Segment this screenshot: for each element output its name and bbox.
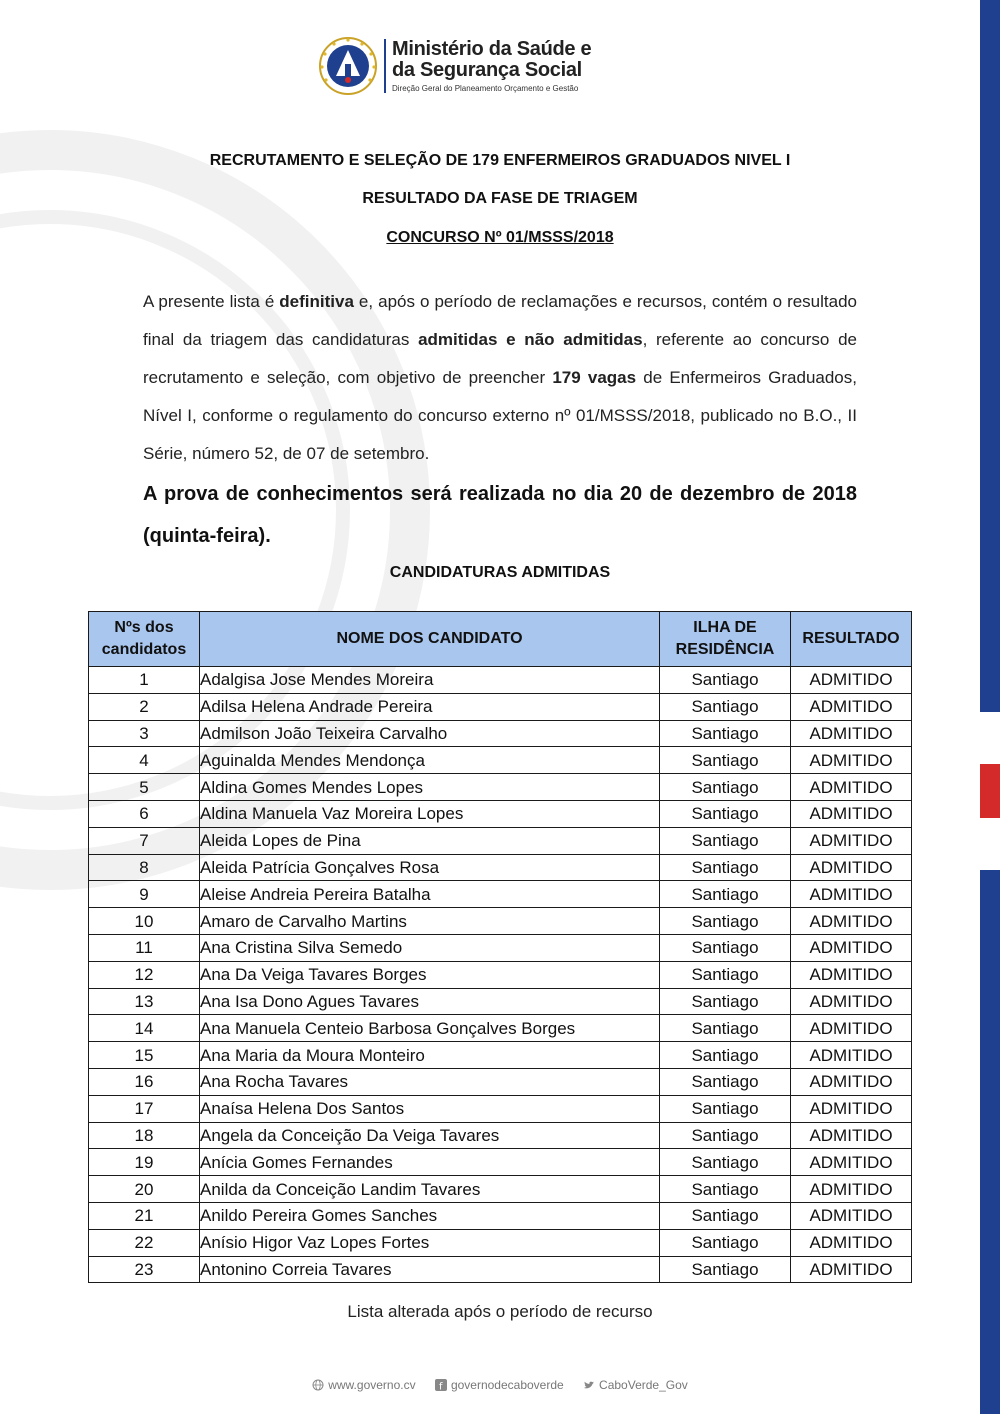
cell-island: Santiago [660, 1095, 791, 1122]
table-row [89, 1042, 912, 1069]
cell-number: 8 [89, 854, 200, 881]
cell-result: ADMITIDO [791, 961, 912, 988]
cell-result: ADMITIDO [791, 1202, 912, 1229]
intro-text-2: e, após o período de reclamações e recursos, contém o resultado final da triagem das candidaturas [143, 292, 857, 349]
cell-result: ADMITIDO [791, 747, 912, 774]
cell-name: Ana Rocha Tavares [200, 1068, 660, 1095]
cell-number: 17 [89, 1095, 200, 1122]
table-row [89, 1068, 912, 1095]
cell-name: Antonino Correia Tavares [200, 1256, 660, 1283]
cell-number: 5 [89, 774, 200, 801]
cell-number: 13 [89, 988, 200, 1015]
cell-number: 1 [89, 667, 200, 694]
table-row [89, 693, 912, 720]
table-row [89, 747, 912, 774]
table-row [89, 800, 912, 827]
cell-number: 7 [89, 827, 200, 854]
intro-text-4: de Enfermeiros Graduados, Nível I, conforme o regulamento do concurso externo nº 01/MSSS/2018, publicado no B.O., II Série, número 52, de 07 de setembro. [143, 368, 857, 463]
cell-name: Aguinalda Mendes Mendonça [200, 747, 660, 774]
edge-stripe-blue-top [980, 0, 1000, 712]
cell-result: ADMITIDO [791, 934, 912, 961]
cell-island: Santiago [660, 1176, 791, 1203]
cell-island: Santiago [660, 908, 791, 935]
cell-result: ADMITIDO [791, 1149, 912, 1176]
footer-website-link[interactable]: www.governo.cv [328, 1378, 416, 1392]
cell-result: ADMITIDO [791, 1176, 912, 1203]
cell-name: Aleida Lopes de Pina [200, 827, 660, 854]
cell-number: 21 [89, 1202, 200, 1229]
cell-name: Aldina Gomes Mendes Lopes [200, 774, 660, 801]
table-row [89, 827, 912, 854]
cell-island: Santiago [660, 774, 791, 801]
cell-number: 14 [89, 1015, 200, 1042]
document-title: RECRUTAMENTO E SELEÇÃO DE 179 ENFERMEIROS GRADUADOS NIVEL I [209, 152, 791, 169]
cell-name: Anildo Pereira Gomes Sanches [200, 1202, 660, 1229]
ministry-subtitle: Direção Geral do Planeamento Orçamento e Gestão [392, 84, 579, 93]
cell-island: Santiago [660, 747, 791, 774]
cell-island: Santiago [660, 988, 791, 1015]
cell-number: 6 [89, 800, 200, 827]
table-row [89, 908, 912, 935]
cell-island: Santiago [660, 1122, 791, 1149]
cell-number: 18 [89, 1122, 200, 1149]
cell-result: ADMITIDO [791, 988, 912, 1015]
intro-bold-1: definitiva [279, 292, 354, 311]
table-row [89, 881, 912, 908]
column-header-island: ILHA DE RESIDÊNCIA [660, 612, 791, 667]
cell-name: Anícia Gomes Fernandes [200, 1149, 660, 1176]
cell-result: ADMITIDO [791, 667, 912, 694]
cell-island: Santiago [660, 881, 791, 908]
cell-result: ADMITIDO [791, 720, 912, 747]
cell-island: Santiago [660, 934, 791, 961]
cell-name: Anilda da Conceição Landim Tavares [200, 1176, 660, 1203]
cell-name: Adilsa Helena Andrade Pereira [200, 693, 660, 720]
cell-result: ADMITIDO [791, 1095, 912, 1122]
cell-island: Santiago [660, 693, 791, 720]
footer-facebook-link[interactable]: governodecaboverde [450, 1378, 564, 1392]
table-header-row [89, 612, 912, 667]
header-divider [384, 39, 386, 93]
cell-result: ADMITIDO [791, 881, 912, 908]
cell-result: ADMITIDO [791, 693, 912, 720]
svg-text:f: f [438, 1381, 443, 1391]
cell-name: Ana Maria da Moura Monteiro [200, 1042, 660, 1069]
document-footer [0, 1378, 1000, 1392]
cell-number: 11 [89, 934, 200, 961]
ministry-name-line1: Ministério da Saúde e [392, 38, 592, 60]
table-row [89, 1015, 912, 1042]
edge-stripe-blue-bottom [980, 870, 1000, 1414]
cell-island: Santiago [660, 1068, 791, 1095]
cell-number: 15 [89, 1042, 200, 1069]
section-title: CANDIDATURAS ADMITIDAS [389, 564, 611, 581]
document-subtitle: RESULTADO DA FASE DE TRIAGEM [362, 190, 638, 207]
twitter-icon [583, 1379, 595, 1391]
cell-result: ADMITIDO [791, 1042, 912, 1069]
cell-number: 16 [89, 1068, 200, 1095]
table-row [89, 1122, 912, 1149]
table-row [89, 1256, 912, 1283]
intro-text-1: A presente lista é [143, 292, 280, 311]
cell-name: Ana Da Veiga Tavares Borges [200, 961, 660, 988]
table-row [89, 667, 912, 694]
table-row [89, 934, 912, 961]
cell-island: Santiago [660, 1149, 791, 1176]
cell-result: ADMITIDO [791, 1068, 912, 1095]
cell-island: Santiago [660, 1015, 791, 1042]
footer-twitter-link[interactable]: CaboVerde_Gov [599, 1378, 688, 1392]
cell-number: 23 [89, 1256, 200, 1283]
column-header-number: Nºs dos candidatos [89, 612, 200, 667]
table-body [89, 667, 912, 1283]
coat-of-arms-icon [318, 36, 378, 96]
cell-result: ADMITIDO [791, 774, 912, 801]
cell-island: Santiago [660, 961, 791, 988]
cell-result: ADMITIDO [791, 1256, 912, 1283]
facebook-icon [435, 1379, 447, 1391]
revision-note: Lista alterada após o período de recurso [347, 1302, 653, 1321]
cell-name: Ana Manuela Centeio Barbosa Gonçalves Borges [200, 1015, 660, 1042]
column-header-name: NOME DOS CANDIDATO [200, 612, 660, 667]
cell-name: Adalgisa Jose Mendes Moreira [200, 667, 660, 694]
table-row [89, 988, 912, 1015]
table-row [89, 774, 912, 801]
table-row [89, 1176, 912, 1203]
cell-island: Santiago [660, 1229, 791, 1256]
cell-name: Angela da Conceição Da Veiga Tavares [200, 1122, 660, 1149]
cell-name: Anísio Higor Vaz Lopes Fortes [200, 1229, 660, 1256]
exam-date-notice: A prova de conhecimentos será realizada no dia 20 de dezembro de 2018 (quinta-feira). [143, 483, 857, 547]
table-row [89, 720, 912, 747]
intro-text-3: , referente ao concurso de recrutamento e seleção, com objetivo de preencher [143, 330, 857, 387]
edge-stripe-red [980, 764, 1000, 818]
cell-name: Ana Cristina Silva Semedo [200, 934, 660, 961]
cell-island: Santiago [660, 800, 791, 827]
intro-paragraph [143, 283, 857, 473]
cell-number: 3 [89, 720, 200, 747]
cell-number: 19 [89, 1149, 200, 1176]
document-header [318, 36, 591, 96]
cell-number: 9 [89, 881, 200, 908]
cell-result: ADMITIDO [791, 800, 912, 827]
cell-name: Amaro de Carvalho Martins [200, 908, 660, 935]
cell-result: ADMITIDO [791, 1229, 912, 1256]
cell-island: Santiago [660, 1256, 791, 1283]
cell-name: Anaísa Helena Dos Santos [200, 1095, 660, 1122]
contest-reference: CONCURSO Nº 01/MSSS/2018 [386, 229, 614, 246]
cell-number: 10 [89, 908, 200, 935]
cell-result: ADMITIDO [791, 1015, 912, 1042]
candidates-table [88, 611, 912, 1283]
cell-number: 4 [89, 747, 200, 774]
cell-number: 20 [89, 1176, 200, 1203]
table-row [89, 1149, 912, 1176]
globe-icon [312, 1379, 324, 1391]
cell-result: ADMITIDO [791, 908, 912, 935]
cell-island: Santiago [660, 1042, 791, 1069]
table-row [89, 961, 912, 988]
cell-island: Santiago [660, 854, 791, 881]
cell-number: 22 [89, 1229, 200, 1256]
cell-number: 12 [89, 961, 200, 988]
cell-name: Aleida Patrícia Gonçalves Rosa [200, 854, 660, 881]
cell-result: ADMITIDO [791, 827, 912, 854]
cell-island: Santiago [660, 827, 791, 854]
ministry-name [392, 39, 591, 93]
cell-number: 2 [89, 693, 200, 720]
cell-result: ADMITIDO [791, 854, 912, 881]
cell-name: Admilson João Teixeira Carvalho [200, 720, 660, 747]
cell-result: ADMITIDO [791, 1122, 912, 1149]
cell-name: Aleise Andreia Pereira Batalha [200, 881, 660, 908]
intro-bold-2: admitidas e não admitidas [418, 330, 643, 349]
cell-island: Santiago [660, 667, 791, 694]
column-header-result: RESULTADO [791, 612, 912, 667]
table-row [89, 854, 912, 881]
table-row [89, 1202, 912, 1229]
table-row [89, 1229, 912, 1256]
cell-name: Aldina Manuela Vaz Moreira Lopes [200, 800, 660, 827]
table-row [89, 1095, 912, 1122]
cell-island: Santiago [660, 1202, 791, 1229]
ministry-name-line2: da Segurança Social [392, 59, 582, 81]
cell-island: Santiago [660, 720, 791, 747]
cell-name: Ana Isa Dono Agues Tavares [200, 988, 660, 1015]
intro-bold-3: 179 vagas [552, 368, 637, 387]
